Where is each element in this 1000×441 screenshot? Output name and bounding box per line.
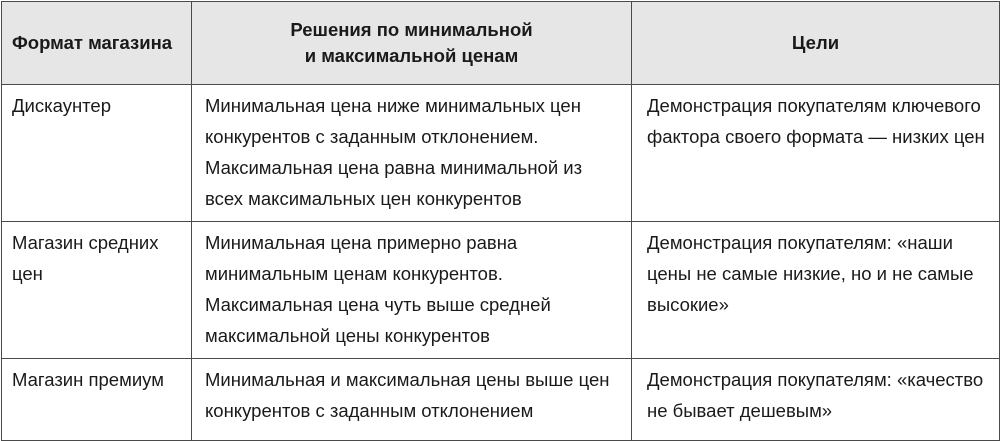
cell-goal: Демонстрация покупателям: «качество не бывает дешевым»	[632, 359, 1000, 441]
cell-store-format: Дискаунтер	[2, 85, 192, 222]
cell-price-decision: Минимальная и максимальная цены выше цен конкурентов с заданным отклонением	[192, 359, 632, 441]
pricing-strategy-table	[1, 1, 1000, 441]
header-store-format: Формат магазина	[2, 2, 192, 85]
table-row	[2, 359, 1000, 441]
cell-price-decision: Минимальная цена примерно равна минимальным ценам конкурентов. Максимальная цена чуть выше средней максимальной цены конкурентов	[192, 222, 632, 359]
table-header	[2, 2, 1000, 85]
header-price-decisions	[192, 2, 632, 85]
cell-goal: Демонстрация покупателям: «наши цены не самые низкие, но и не самые высокие»	[632, 222, 1000, 359]
header-price-decisions-line-1: Решения по минимальной	[290, 19, 533, 40]
cell-goal: Демонстрация покупателям ключевого фактора своего формата — низких цен	[632, 85, 1000, 222]
table-row	[2, 222, 1000, 359]
table-row	[2, 85, 1000, 222]
cell-store-format: Магазин премиум	[2, 359, 192, 441]
header-price-decisions-line-2: и максимальной ценам	[304, 45, 519, 66]
table-body	[2, 85, 1000, 441]
cell-price-decision: Минимальная цена ниже минимальных цен конкурентов с заданным отклонением. Максимальная цена равна минимальной из всех максимальных цен конкурентов	[192, 85, 632, 222]
header-goals: Цели	[632, 2, 1000, 85]
cell-store-format: Магазин средних цен	[2, 222, 192, 359]
header-row	[2, 2, 1000, 85]
